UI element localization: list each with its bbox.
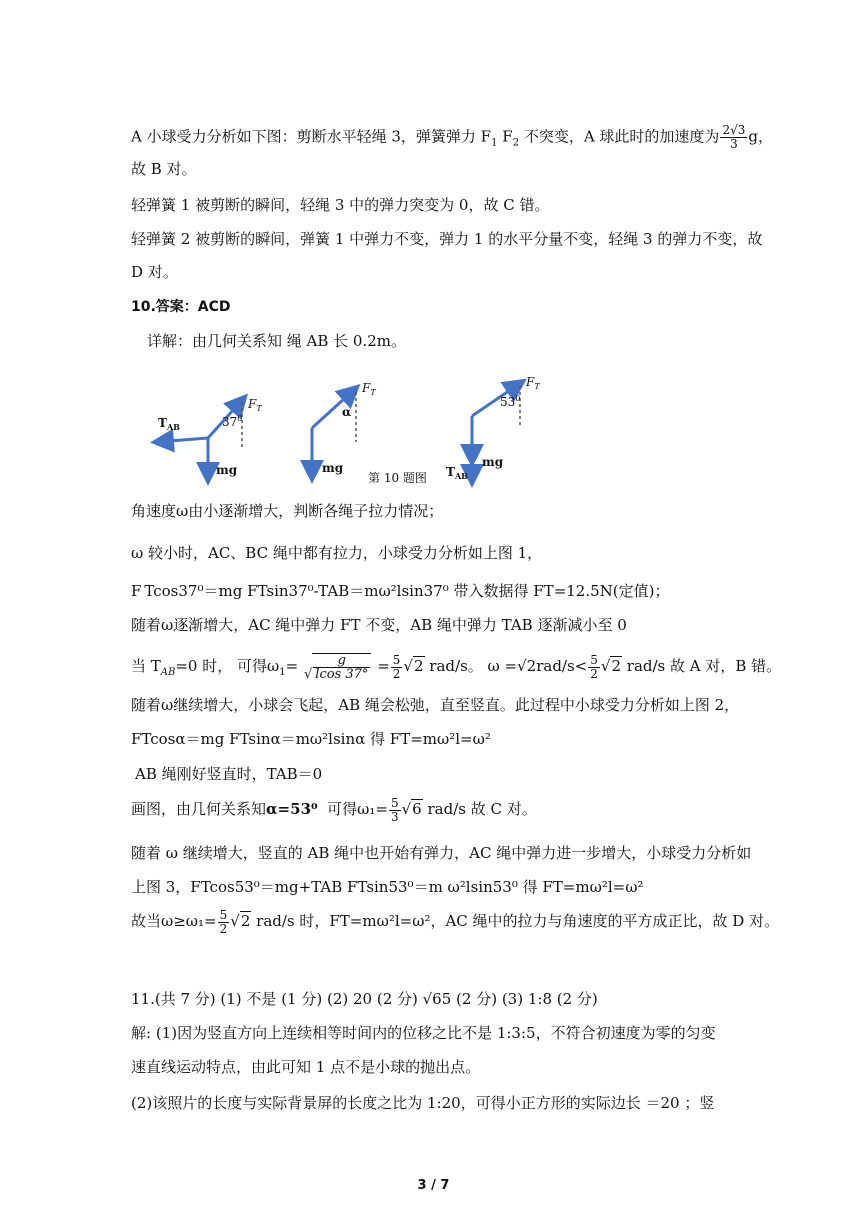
angle-label: $53^0$ bbox=[500, 394, 521, 409]
mg-label: mg bbox=[216, 463, 238, 477]
text-line-8: 角速度ω由小逐渐增大，判断各绳子拉力情况； bbox=[131, 502, 444, 520]
text-line-19: 故当ω≥ω₁= $\frac{5}{2}$ √2 rad/s 时，FT=mω²l=ω²，AC 绳中的拉力与角速度的平方成正比，故 D 对。 bbox=[131, 907, 780, 936]
fraction: $\frac{2√3}{3}$ bbox=[722, 123, 746, 151]
answer-heading: 10.答案：ACD bbox=[131, 299, 231, 315]
mg-label: mg bbox=[482, 455, 504, 469]
mg-label: mg bbox=[322, 461, 344, 475]
text-line-9: ω 较小时，AC、BC 绳中都有拉力，小球受力分析如上图 1， bbox=[131, 544, 543, 562]
force-diagram-figure bbox=[150, 372, 570, 492]
text-line-5: D 对。 bbox=[131, 263, 178, 281]
text: g， bbox=[748, 127, 773, 146]
figure-caption: 第 10 题图 bbox=[368, 471, 427, 485]
diagram-3 bbox=[446, 375, 540, 482]
text-line-1 bbox=[131, 124, 773, 155]
sub: 1 bbox=[491, 137, 498, 149]
ft-label: $F_T$ bbox=[248, 397, 262, 413]
sqrt-fraction: √ $\frac{g}{lcos 37^\circ}$ bbox=[304, 653, 371, 681]
text-line-16: 画图，由几何关系知α=53⁰ 可得ω₁= $\frac{5}{3}$ √6 rad/s 故 C 对。 bbox=[131, 795, 537, 824]
text-line-11: 随着ω逐渐增大，AC 绳中弹力 FT 不变，AB 绳中弹力 TAB 逐渐减小至 0 bbox=[131, 616, 627, 634]
text-line-14: FTcosα＝mg FTsinα＝mω²lsinα 得 FT=mω²l=ω² bbox=[131, 730, 491, 748]
text-line-20: 11.(共 7 分) (1) 不是 (1 分) (2) 20 (2 分) √65 (2 分) (3) 1:8 (2 分) bbox=[131, 990, 598, 1008]
tab-label: $T_{AB}$ bbox=[446, 465, 468, 481]
text-line-17: 随着 ω 继续增大，竖直的 AB 绳中也开始有弹力，AC 绳中弹力进一步增大，小球受力分析如 bbox=[131, 844, 752, 862]
text-line-12: 当 $T_{AB}=0$ 时， 可得$\omega_1=$ √ $\frac{g}{lcos 37^\circ}$ = $\frac{5}{2}$ √2 rad/s。 ω =√2rad/s< $\frac{5}{2}$ √2 rad/s 故 A 对，B 错。 bbox=[131, 652, 782, 682]
text-line-23: (2)该照片的长度与实际背景屏的长度之比为 1:20，可得小正方形的实际边长 ＝20 ；竖 bbox=[131, 1094, 715, 1112]
diagram-2 bbox=[312, 381, 376, 478]
tab-label: $T_{AB}$ bbox=[158, 416, 180, 432]
text-line-7: 详解：由几何关系知 绳 AB 长 0.2m。 bbox=[147, 332, 407, 350]
ft-label: $F_T$ bbox=[526, 375, 540, 391]
text-line-4: 轻弹簧 2 被剪断的瞬间，弹簧 1 中弹力不变，弹力 1 的水平分量不变，轻绳 3 的弹力不变，故 bbox=[131, 230, 763, 248]
text-line-21: 解: (1)因为竖直方向上连续相等时间内的位移之比不是 1:3:5，不符合初速度为零的匀变 bbox=[131, 1024, 716, 1042]
page-number: 3 / 7 bbox=[417, 1178, 450, 1193]
text-line-2: 故 B 对。 bbox=[131, 160, 197, 178]
text-line-18: 上图 3，FTcos53⁰＝mg+TAB FTsin53⁰＝m ω²lsin53⁰ 得 FT=mω²l=ω² bbox=[131, 878, 644, 896]
sub: 2 bbox=[512, 137, 520, 149]
text: 不突变，A 球此时的加速度为 bbox=[523, 127, 720, 146]
alpha-label: α bbox=[342, 405, 352, 419]
text-line-15: AB 绳刚好竖直时，TAB＝0 bbox=[135, 765, 323, 783]
text-line-10: F Tcos37⁰＝mg FTsin37⁰-TAB＝mω²lsin37⁰ 带入数据得 FT=12.5N(定值)； bbox=[131, 582, 670, 600]
tab-arrow bbox=[156, 438, 208, 442]
text-line-22: 速直线运动特点，由此可知 1 点不是小球的抛出点。 bbox=[131, 1058, 481, 1076]
text: A 小球受力分析如下图：剪断水平轻绳 3，弹簧弹力 F bbox=[131, 127, 492, 146]
angle-label: $37^0$ bbox=[222, 414, 243, 429]
ft-label: $F_T$ bbox=[362, 381, 376, 397]
text: F bbox=[502, 127, 513, 146]
text-line-3: 轻弹簧 1 被剪断的瞬间，轻绳 3 中的弹力突变为 0，故 C 错。 bbox=[131, 196, 550, 214]
text-line-13: 随着ω继续增大，小球会飞起，AB 绳会松弛，直至竖直。此过程中小球受力分析如上图 2， bbox=[131, 696, 740, 714]
diagram-1 bbox=[156, 397, 262, 480]
